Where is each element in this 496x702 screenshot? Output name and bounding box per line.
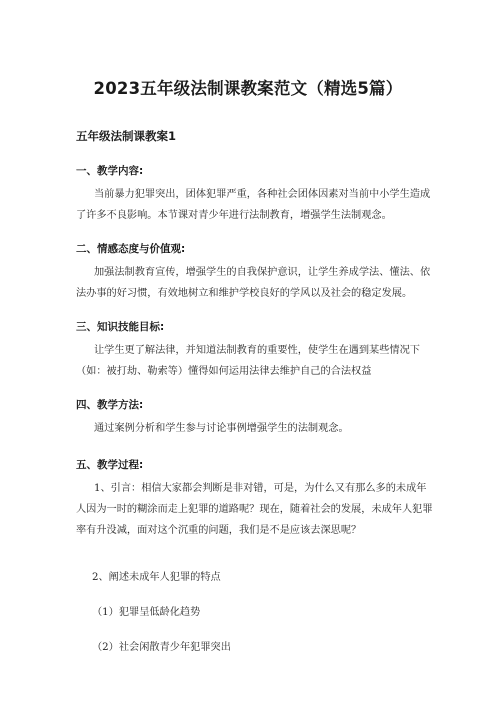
heading-knowledge-goals: 三、知识技能目标: [76, 321, 165, 333]
section-title: 五年级法制课教案1 [76, 129, 177, 143]
paragraph-introduction: 1、引言：相信大家都会判断是非对错，可是，为什么又有那么多的未成年人因为一时的糊涂而走上犯罪的道路呢？现在，随着社会的发展，未成年人犯罪率有升没减，面对这个沉重的问题，我们是不是应该去深思呢？ [76, 483, 433, 536]
paragraph-teaching-content: 当前暴力犯罪突出，团体犯罪严重，各种社会团体因素对当前中小学生造成了许多不良影响。本节课对青少年进行法制教育，增强学生法制观念。 [76, 189, 431, 221]
paragraph-knowledge-goals: 让学生更了解法律，并知道法制教育的重要性，使学生在遇到某些情况下（如：被打劫、勒索等）懂得如何运用法律去维护自己的合法权益 [76, 345, 420, 377]
paragraph-teaching-methods: 通过案例分析和学生参与讨论事例增强学生的法制观念。 [94, 423, 349, 434]
list-item: （2）社会闲散青少年犯罪突出 [92, 642, 231, 653]
heading-teaching-methods: 四、教学方法: [76, 399, 144, 411]
list-item: （1）犯罪呈低龄化趋势 [92, 607, 201, 618]
heading-teaching-content: 一、教学内容: [76, 165, 144, 177]
document-title: 2023五年级法制课教案范文（精选5篇） [93, 79, 403, 98]
heading-attitude-values: 二、情感态度与价值观: [76, 243, 186, 255]
paragraph-attitude-values: 加强法制教育宣传，增强学生的自我保护意识，让学生养成学法、懂法、依法办事的好习惯，有效地树立和维护学校良好的学风以及社会的稳定发展。 [76, 267, 431, 299]
heading-teaching-process: 五、教学过程: [76, 459, 144, 471]
list-item: 2、阐述未成年人犯罪的特点 [92, 572, 221, 583]
